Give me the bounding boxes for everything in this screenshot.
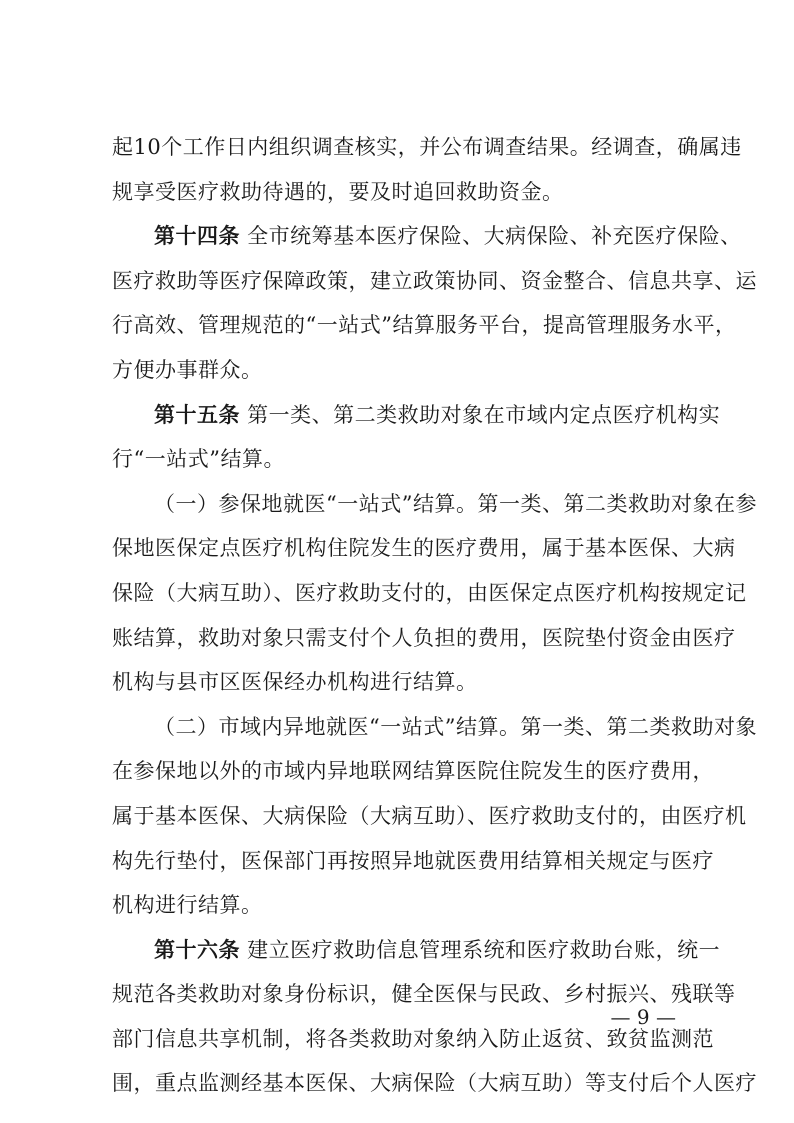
article-15-title: 第十五条 — [154, 401, 240, 427]
text-line: 起10个工作日内组织调查核实，并公布调查结果。经调查，确属违 — [112, 135, 742, 159]
text-line: 围，重点监测经基本医保、大病保险（大病互助）等支付后个人医疗 — [112, 1071, 757, 1096]
text-line: 机构与县市区医保经办机构进行结算。 — [112, 670, 478, 695]
item-2-line: （二）市域内异地就医“一站式”结算。第一类、第二类救助对象 — [154, 714, 757, 739]
text-line: 属于基本医保、大病保险（大病互助）、医疗救助支付的，由医疗机 — [112, 803, 747, 828]
text-line: 医疗救助等医疗保障政策，建立政策协同、资金整合、信息共享、运 — [112, 268, 757, 293]
article-14-title: 第十四条 — [154, 223, 240, 249]
article-16-title: 第十六条 — [154, 936, 240, 962]
text-line: 规享受医疗救助待遇的，要及时追回救助资金。 — [112, 179, 564, 204]
text-line: 保地医保定点医疗机构住院发生的医疗费用，属于基本医保、大病 — [112, 536, 736, 561]
text-line: 保险（大病互助）、医疗救助支付的，由医保定点医疗机构按规定记 — [112, 580, 747, 605]
text-line: 机构进行结算。 — [112, 893, 263, 918]
item-1-line: （一）参保地就医“一站式”结算。第一类、第二类救助对象在参 — [154, 491, 757, 516]
text-line: 规范各类救助对象身份标识，健全医保与民政、乡村振兴、残联等 — [112, 982, 736, 1007]
article-14-heading-line: 第十四条 全市统筹基本医疗保险、大病保险、补充医疗保险、 — [154, 223, 742, 249]
text-line: 行高效、管理规范的“一站式”结算服务平台，提高管理服务水平， — [112, 313, 737, 338]
text-line: 部门信息共享机制，将各类救助对象纳入防止返贫、致贫监测范 — [112, 1026, 714, 1051]
text-line: 账结算，救助对象只需支付个人负担的费用，医院垫付资金由医疗 — [112, 625, 736, 650]
page-number: — 9 — — [610, 1005, 676, 1029]
body-text — [112, 125, 757, 1106]
text-line: 方便办事群众。 — [112, 357, 263, 382]
article-15-heading-line: 第十五条 第一类、第二类救助对象在市域内定点医疗机构实 — [154, 401, 721, 427]
article-16-heading-line: 第十六条 建立医疗救助信息管理系统和医疗救助台账，统一 — [154, 936, 721, 962]
text-line: 构先行垫付，医保部门再按照异地就医费用结算相关规定与医疗 — [112, 848, 714, 873]
text-line: 在参保地以外的市域内异地联网结算医院住院发生的医疗费用， — [112, 759, 714, 784]
text-line: 行“一站式”结算。 — [112, 447, 285, 472]
